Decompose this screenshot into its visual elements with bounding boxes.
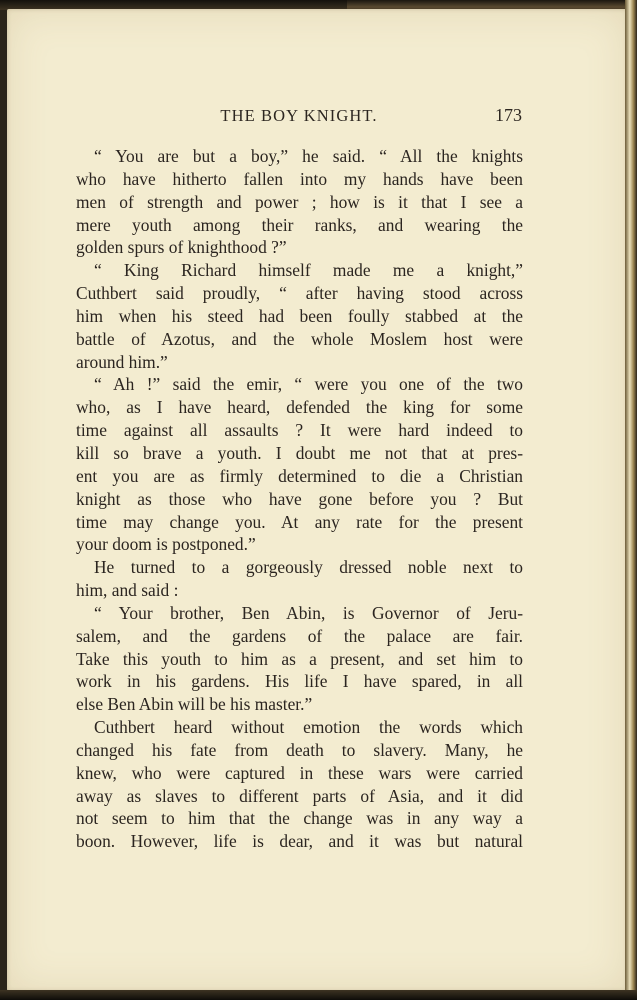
text-line: around him.” [76,351,168,372]
text-line: knew, who were captured in these wars were carried [76,762,523,783]
running-head [76,106,522,130]
text-line: else Ben Abin will be his master.” [76,694,313,715]
text-line: who, as I have heard, defended the king for some [76,397,523,418]
text-line: him, and said : [76,580,179,601]
text-line: men of strength and power ; how is it that I see a [76,191,523,212]
page-bottom-edge-shadow [0,990,637,1000]
text-line: “ Your brother, Ben Abin, is Governor of Jeru- [94,602,523,623]
text-line: your doom is postponed.” [76,534,256,555]
text-line: kill so brave a youth. I doubt me not that at pres- [76,442,523,463]
text-line: Take this youth to him as a present, and set him to [76,648,523,669]
text-line: who have hitherto fallen into my hands have been [76,168,523,189]
text-line: He turned to a gorgeously dressed noble next to [94,557,523,578]
text-line: him when his steed had been foully stabbed at the [76,305,523,326]
text-line: salem, and the gardens of the palace are fair. [76,625,523,646]
text-line: work in his gardens. His life I have spared, in all [76,671,523,692]
text-line: Cuthbert said proudly, “ after having stood across [76,283,523,304]
text-line: boon. However, life is dear, and it was but natural [76,831,523,852]
text-line: “ King Richard himself made me a knight,” [94,260,523,281]
text-line: ent you are as firmly determined to die a Christian [76,465,523,486]
text-line: time against all assaults ? It were hard indeed to [76,420,523,441]
text-line: changed his fate from death to slavery. Many, he [76,739,523,760]
text-line: knight as those who have gone before you ? But [76,488,523,509]
text-line: “ You are but a boy,” he said. “ All the knights [94,146,523,166]
text-line: “ Ah !” said the emir, “ were you one of the two [94,374,523,395]
running-title: THE BOY KNIGHT. [220,106,378,125]
page-number: 173 [495,105,522,125]
page-right-edge [625,0,637,1000]
text-line: not seem to him that the change was in any way a [76,808,523,829]
body-text [76,145,523,853]
text-line: battle of Azotus, and the whole Moslem host were [76,328,523,349]
text-line: golden spurs of knighthood ?” [76,237,287,258]
text-line: mere youth among their ranks, and wearing the [76,214,523,235]
text-line: away as slaves to different parts of Asia, and it did [76,785,523,806]
text-line: time may change you. At any rate for the present [76,511,523,532]
text-line: Cuthbert heard without emotion the words which [94,717,523,738]
